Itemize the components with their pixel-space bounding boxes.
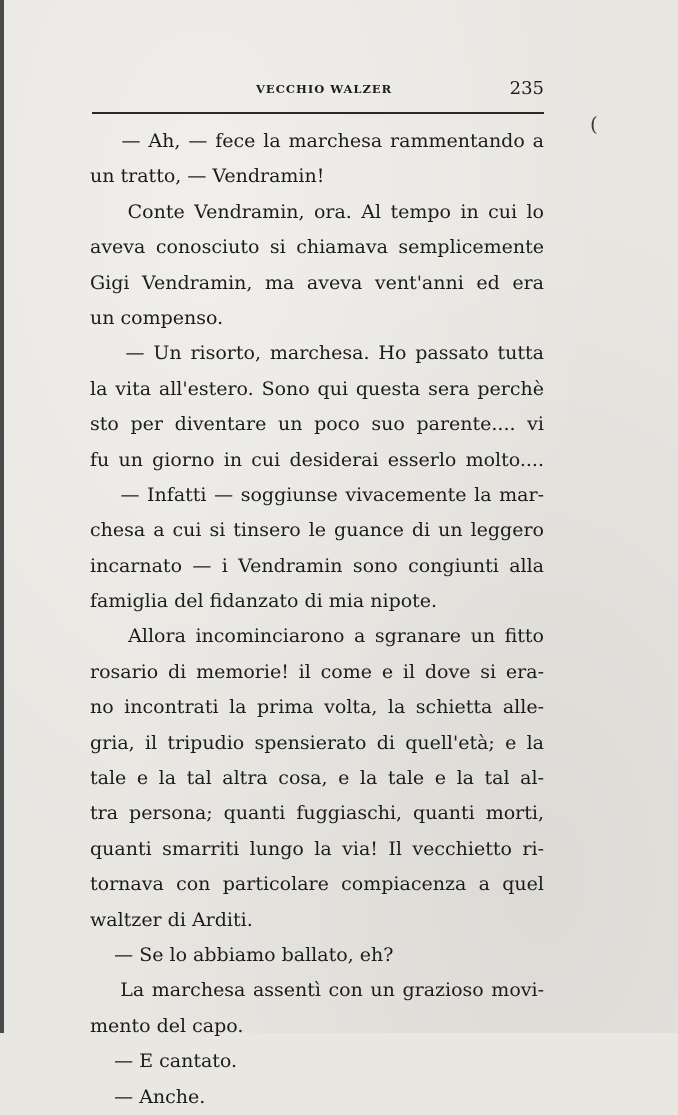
page-header (92, 76, 544, 114)
text-line: famiglia del fidanzato di mia nipote. (90, 590, 438, 613)
text-line: tornava con particolare compiacenza a quel (90, 873, 544, 896)
binding-edge (0, 0, 4, 1033)
text-line: no incontrati la prima volta, la schietta alle- (90, 696, 544, 719)
text-line: quanti smarriti lungo la via! Il vecchietto ri- (90, 837, 544, 860)
text-line: chesa a cui si tinsero le guance di un leggero (90, 519, 544, 542)
text-line: rosario di memorie! il come e il dove si era- (90, 660, 544, 683)
text-line: waltzer di Arditi. (90, 908, 253, 931)
text-line: mento del capo. (90, 1014, 244, 1037)
text-line: un tratto, — Vendramin! (90, 165, 325, 188)
text-line: Conte Vendramin, ora. Al tempo in cui lo (90, 200, 544, 223)
text-line: Allora incominciarono a sgranare un fitto (90, 625, 544, 648)
text-line: — Infatti — soggiunse vivacemente la mar- (90, 483, 544, 506)
text-line: un compenso. (90, 306, 224, 329)
margin-pencil-mark: ( (590, 112, 598, 136)
text-line: sto per diventare un poco suo parente.... vi (90, 413, 544, 436)
text-line: aveva conosciuto si chiamava semplicemente (90, 236, 544, 259)
text-line: — Anche. (90, 1085, 206, 1108)
text-line: incarnato — i Vendramin sono congiunti alla (90, 554, 544, 577)
page-number: 235 (509, 78, 544, 99)
text-line: la vita all'estero. Sono qui questa sera perchè (90, 377, 544, 400)
body-text (90, 124, 544, 1115)
text-line: tra persona; quanti fuggiaschi, quanti morti, (90, 802, 544, 825)
running-title: VECCHIO WALZER (256, 82, 393, 96)
text-line: — E cantato. (90, 1050, 238, 1073)
text-line: — Un risorto, marchesa. Ho passato tutta (90, 342, 544, 365)
text-line: — Ah, — fece la marchesa rammentando a (90, 130, 544, 152)
text-line: fu un giorno in cui desiderai esserlo molto.... (90, 448, 544, 471)
text-line: La marchesa assentì con un grazioso movi- (90, 979, 544, 1002)
text-line: tale e la tal altra cosa, e la tale e la tal al- (90, 767, 544, 790)
text-line: — Se lo abbiamo ballato, eh? (90, 943, 394, 966)
text-line: gria, il tripudio spensierato di quell'età; e la (90, 731, 544, 754)
text-line: Gigi Vendramin, ma aveva vent'anni ed era (90, 271, 544, 294)
